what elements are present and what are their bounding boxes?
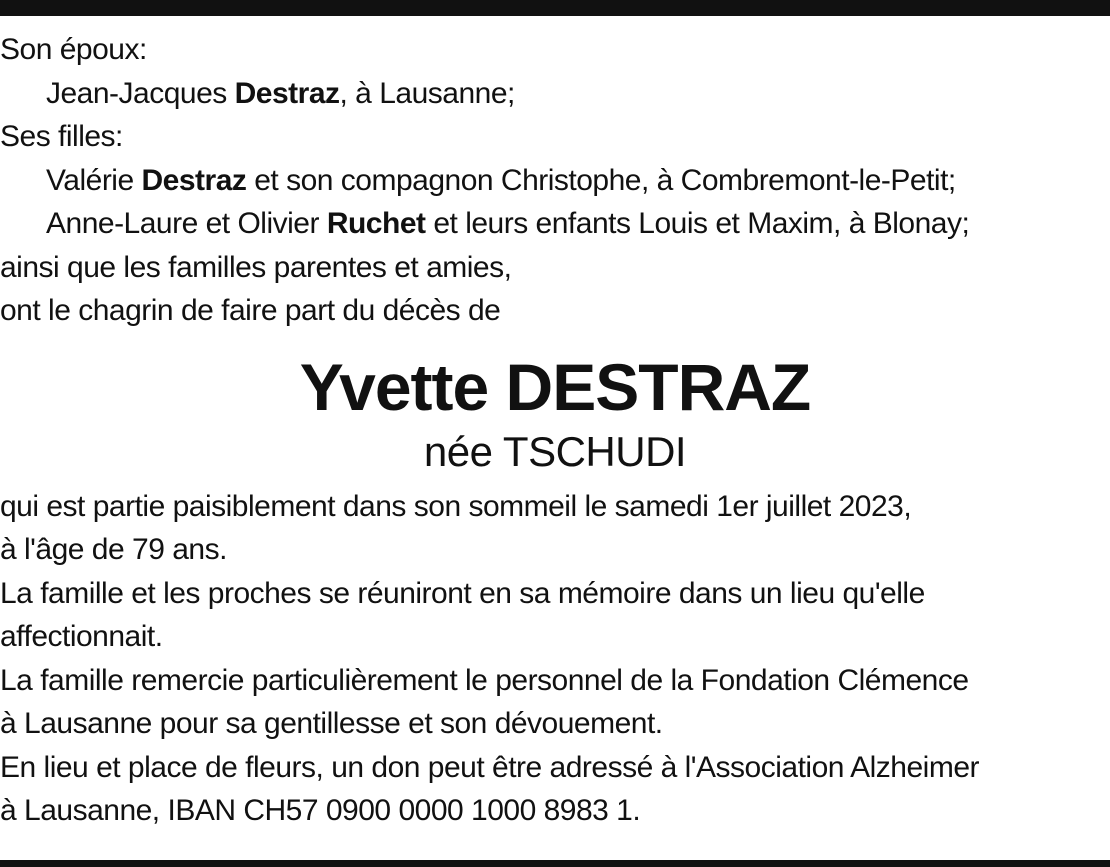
deceased-name: Yvette DESTRAZ [299,349,811,424]
body-line: affectionnait. [0,620,163,653]
daughter-line-1 [0,159,1110,203]
obituary-notice [0,28,1110,833]
body-line: La famille et les proches se réuniront en sa mémoire dans un lieu qu'elle [0,576,925,610]
daughters-heading: Ses filles: [0,120,123,153]
body-line: à Lausanne, IBAN CH57 0900 0000 1000 8983 1. [0,794,641,827]
spouse-heading: Son époux: [0,33,147,66]
body-line: à Lausanne pour sa gentillesse et son dévouement. [0,707,663,740]
daughter1-first-name: Valérie [46,163,142,197]
other-families-line: ainsi que les familles parentes et amies, [0,250,512,284]
announcement-line: ont le chagrin de faire part du décès de [0,294,501,327]
daughter-line-2 [0,202,1110,246]
top-rule [0,0,1110,16]
daughter1-surname: Destraz [141,163,247,197]
body-line: En lieu et place de fleurs, un don peut être adressé à l'Association Alzheimer [0,750,979,784]
body-line: à l'âge de 79 ans. [0,533,227,566]
spouse-line [0,72,1110,116]
daughter2-surname: Ruchet [326,207,426,240]
body-line: La famille remercie particulièrement le personnel de la Fondation Clémence [0,663,969,697]
daughter2-details: et leurs enfants Louis et Maxim, à Blonay; [425,207,970,240]
spouse-location: , à Lausanne; [339,76,515,110]
body-line: qui est partie paisiblement dans son sommeil le samedi 1er juillet 2023, [0,489,912,523]
daughter1-details: et son compagnon Christophe, à Combremont-le-Petit; [246,163,956,197]
bottom-rule [0,860,1110,867]
body-text [0,485,1110,833]
daughter2-first-names: Anne-Laure et Olivier [46,207,327,240]
maiden-name: née TSCHUDI [423,427,687,475]
spouse-first-name: Jean-Jacques [46,76,235,110]
spouse-surname: Destraz [234,76,340,110]
